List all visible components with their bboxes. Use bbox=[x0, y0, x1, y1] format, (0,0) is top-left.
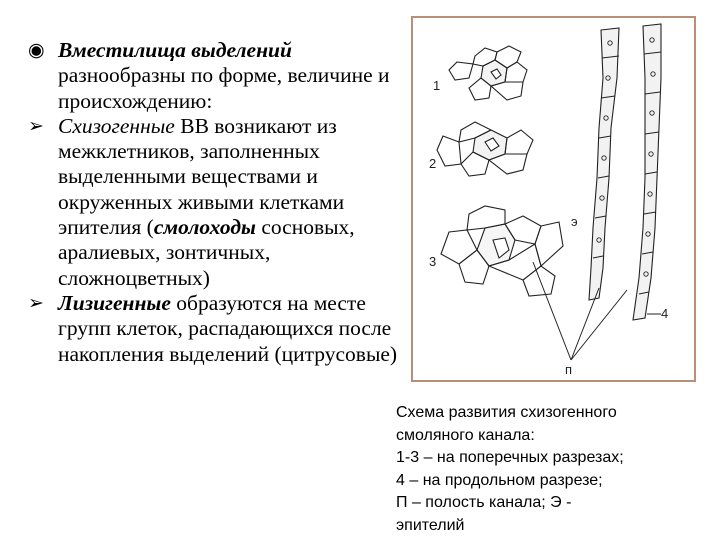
text-run: образуются на месте групп клеток, распадающихся после накопления выделений (цитрусовые) bbox=[58, 290, 398, 366]
resin-canal-diagram bbox=[411, 16, 696, 382]
bullet-item bbox=[28, 291, 398, 367]
stage-2-cell-cluster bbox=[437, 122, 533, 176]
caption-line: эпителий bbox=[396, 516, 465, 534]
label-stage-3: 3 bbox=[429, 254, 437, 269]
caption-line: смоляного канала: bbox=[396, 426, 535, 444]
longitudinal-section-strand-1 bbox=[589, 28, 619, 300]
label-longitudinal-4: 4 bbox=[661, 306, 669, 321]
arrowhead-bullet-icon: ➢ bbox=[28, 292, 44, 314]
main-text-block bbox=[28, 38, 398, 367]
caption-line: 4 – на продольном разрезе; bbox=[396, 471, 603, 489]
emphasized-term: Лизигенные bbox=[58, 290, 171, 315]
caption-line: 1-3 – на поперечных разрезах; bbox=[396, 449, 624, 466]
bullet-text bbox=[58, 114, 398, 291]
bullet-item bbox=[28, 38, 398, 114]
circle-bullet-icon: ◉ bbox=[28, 40, 45, 61]
bullet-text bbox=[58, 38, 398, 114]
caption-line: П – полость канала; Э - bbox=[396, 494, 572, 511]
caption-line: Схема развития схизогенного bbox=[396, 404, 617, 421]
stage-1-cell-cluster bbox=[449, 46, 527, 100]
label-epithelium: э bbox=[571, 214, 578, 229]
bullet-item bbox=[28, 114, 398, 291]
text-run: ВВ возникают из межклетников, заполненных выделенными веществами и окруженных живыми клетками эпителия ( bbox=[58, 113, 345, 240]
diagram-svg bbox=[413, 18, 694, 380]
label-stage-1: 1 bbox=[433, 78, 441, 93]
label-stage-2: 2 bbox=[429, 156, 437, 171]
bullet-text bbox=[58, 291, 398, 367]
stage-3-cell-cluster bbox=[441, 206, 563, 296]
label-canal-cavity: п bbox=[565, 362, 573, 377]
arrowhead-bullet-icon: ➢ bbox=[28, 115, 44, 137]
text-run: сосновых, аралиевых, зонтичных, сложноцветных) bbox=[58, 215, 355, 290]
emphasized-term: смолоходы bbox=[153, 215, 256, 240]
text-run: разнообразны по форме, величине и происхождению: bbox=[58, 63, 390, 113]
figure-caption bbox=[396, 402, 706, 537]
emphasized-term: Схизогенные bbox=[58, 113, 175, 138]
emphasized-term: Вместилища выделений bbox=[58, 38, 292, 62]
